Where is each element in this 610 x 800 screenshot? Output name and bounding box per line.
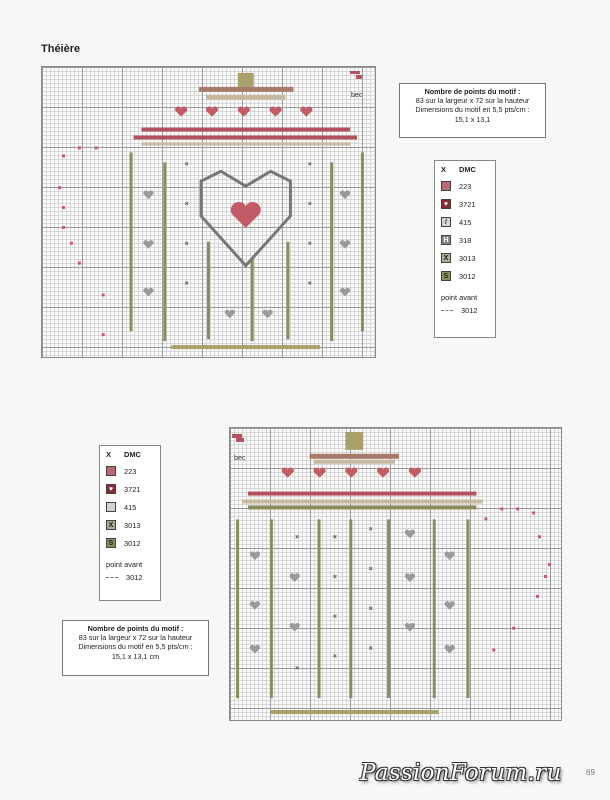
- legend-row: S 3012: [106, 534, 154, 552]
- legend-col-x: X: [441, 165, 446, 174]
- vertical-stripes: [236, 519, 469, 698]
- stitch-count-box-b: [62, 620, 209, 676]
- info-line-1: 83 sur la largeur x 72 sur la hauteur: [78, 633, 193, 643]
- legend-row: 223: [106, 462, 154, 480]
- backstitch-code: 3012: [126, 573, 143, 582]
- legend-row: ♥ 3721: [441, 195, 489, 213]
- swatch-heart-icon: ♥: [106, 484, 116, 494]
- backstitch-label: point avant: [106, 560, 143, 569]
- vertical-stripes: [130, 152, 364, 341]
- info-line-2: Dimensions du motif en 5,5 pts/cm :: [415, 105, 530, 115]
- lid-knob: [345, 432, 363, 450]
- legend-col-dmc: DMC: [459, 165, 476, 174]
- swatch-s-icon: S: [106, 538, 116, 548]
- swatch-heart-icon: ♥: [441, 199, 451, 209]
- spout-dots: [484, 507, 551, 651]
- legend-row: X 3013: [441, 249, 489, 267]
- swatch-x-icon: X: [106, 520, 116, 530]
- swatch-415-icon: [106, 502, 116, 512]
- backstitch-label: point avant: [441, 293, 478, 302]
- thread-legend-b: [99, 445, 161, 601]
- legend-row: 223: [441, 177, 489, 195]
- dash-icon: [106, 577, 118, 578]
- spout-dots: [58, 146, 105, 336]
- legend-row: / 415: [441, 213, 489, 231]
- swatch-slash-icon: /: [441, 217, 451, 227]
- legend-row: ♥ 3721: [106, 480, 154, 498]
- stitch-count-box-a: [399, 83, 546, 138]
- lid-band: [199, 87, 293, 92]
- legend-col-dmc: DMC: [124, 450, 141, 459]
- swatch-s-icon: S: [441, 271, 451, 281]
- heart-row: [282, 468, 421, 478]
- swatch-h-icon: H: [441, 235, 451, 245]
- legend-row: H 318: [441, 231, 489, 249]
- watermark: PassionForum.ru: [360, 760, 562, 786]
- swatch-223-icon: [441, 181, 451, 191]
- swatch-x-icon: X: [441, 253, 451, 263]
- heart-row: [175, 107, 312, 117]
- info-title: Nombre de points du motif :: [87, 624, 184, 633]
- teapot-base: [171, 345, 320, 349]
- legend-row: 415: [106, 498, 154, 516]
- info-line-3: 15,1 x 13,1 cm: [111, 651, 160, 661]
- page-title: Théière: [41, 43, 81, 55]
- backstitch-code: 3012: [461, 306, 478, 315]
- teapot-pattern-a: [42, 67, 375, 357]
- info-title: Nombre de points du motif :: [424, 87, 521, 96]
- legend-col-x: X: [106, 450, 111, 459]
- spout-label: bec: [234, 454, 246, 462]
- legend-row: S 3012: [441, 267, 489, 285]
- swatch-223-icon: [106, 466, 116, 476]
- center-heart: [231, 202, 261, 228]
- cross-marks: [296, 527, 372, 669]
- info-line-3: 15,1 x 13,1: [454, 114, 491, 124]
- lid-knob: [238, 73, 254, 87]
- spout-label: bec: [351, 91, 363, 99]
- teapot-pattern-b: [230, 428, 561, 720]
- dash-icon: [441, 310, 453, 311]
- info-line-1: 83 sur la largeur x 72 sur la hauteur: [415, 96, 530, 106]
- cross-stitch-chart-b: [229, 427, 562, 721]
- thread-legend-a: [434, 160, 496, 338]
- legend-row: X 3013: [106, 516, 154, 534]
- cross-stitch-chart-a: [41, 66, 376, 358]
- teapot-base: [270, 710, 439, 714]
- info-line-2: Dimensions du motif en 5,5 pts/cm :: [78, 642, 193, 652]
- page-number: 69: [586, 768, 595, 777]
